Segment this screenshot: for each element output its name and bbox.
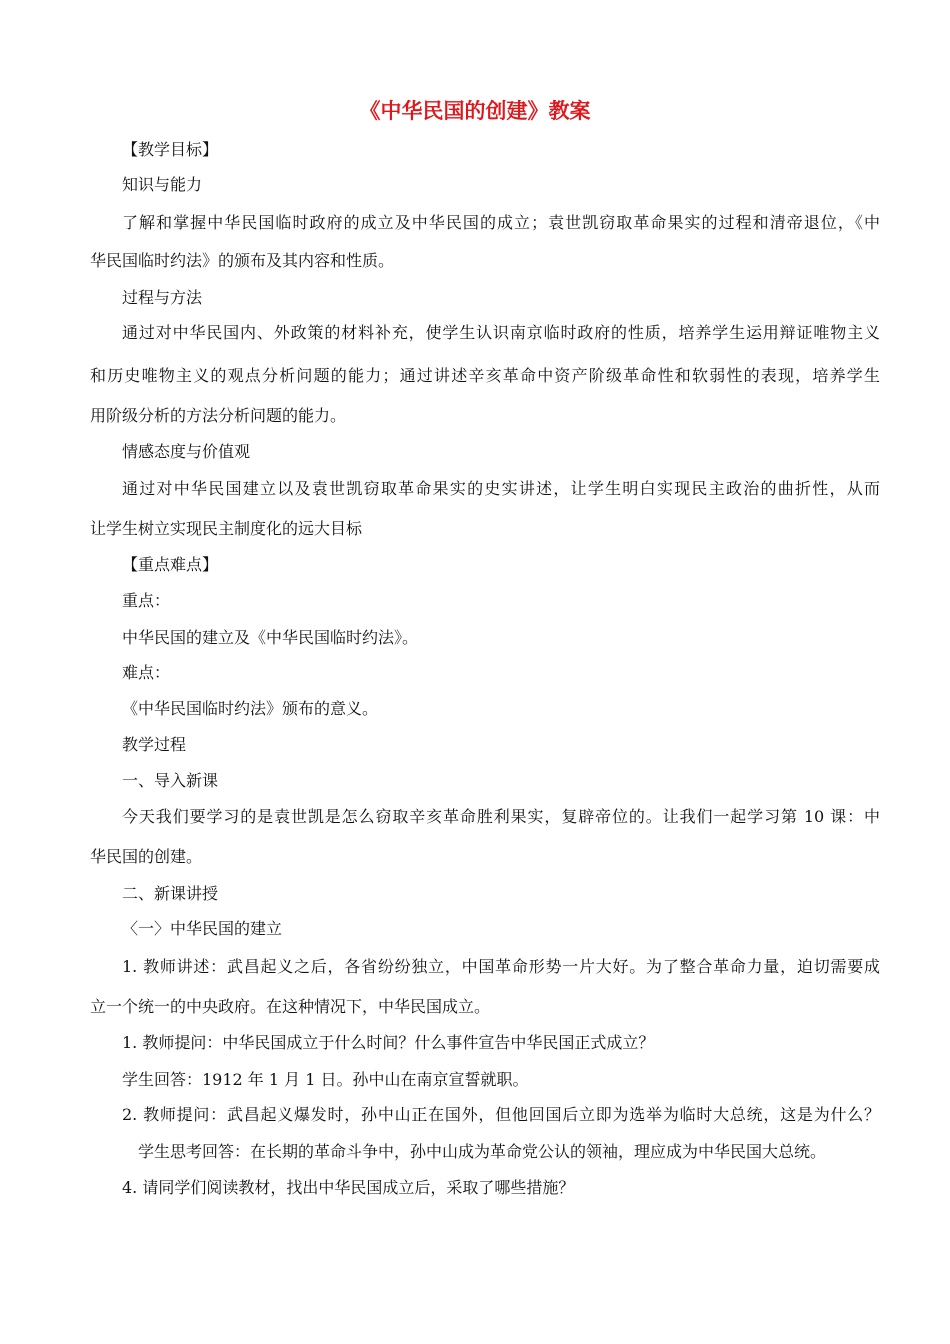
paragraph-line: 学生思考回答：在长期的革命斗争中，孙中山成为革命党公认的领袖，理应成为中华民国大总统。 (138, 1142, 827, 1161)
paragraph-line: 2. 教师提问：武昌起义爆发时，孙中山正在国外，但他回国后立即为选举为临时大总统，这是为什么？ (122, 1105, 880, 1124)
paragraph-line: 4. 请同学们阅读教材，找出中华民国成立后，采取了哪些措施？ (122, 1178, 575, 1197)
paragraph-line: 1. 教师提问：中华民国成立于什么时间？什么事件宣告中华民国正式成立？ (122, 1033, 655, 1052)
paragraph-line: 今天我们要学习的是袁世凯是怎么窃取辛亥革命胜利果实，复辟帝位的。让我们一起学习第 10 课：中 (122, 807, 880, 826)
subheading-new-lesson: 二、新课讲授 (122, 884, 219, 903)
paragraph-line: 让学生树立实现民主制度化的远大目标 (90, 519, 363, 538)
paragraph-line: 学生回答：1912 年 1 月 1 日。孙中山在南京宣誓就职。 (122, 1070, 529, 1089)
subheading-attitude: 情感态度与价值观 (122, 442, 251, 461)
subheading-intro: 一、导入新课 (122, 771, 219, 790)
paragraph-line: 1. 教师讲述：武昌起义之后，各省纷纷独立，中国革命形势一片大好。为了整合革命力量，迫切需要成 (122, 957, 880, 976)
paragraph-line: 中华民国的建立及《中华民国临时约法》。 (122, 628, 419, 647)
paragraph-line: 华民国临时约法》的颁布及其内容和性质。 (90, 251, 395, 270)
section-heading-key-points: 【重点难点】 (122, 555, 219, 574)
subheading-knowledge: 知识与能力 (122, 175, 203, 194)
paragraph-line: 通过对中华民国内、外政策的材料补充，使学生认识南京临时政府的性质，培养学生运用辩证唯物主义 (122, 323, 880, 342)
paragraph-line: 了解和掌握中华民国临时政府的成立及中华民国的成立；袁世凯窃取革命果实的过程和清帝退位，《中 (122, 213, 880, 232)
subheading-difficulty: 难点： (122, 663, 171, 682)
subheading-process: 过程与方法 (122, 288, 203, 307)
paragraph-line: 通过对中华民国建立以及袁世凯窃取革命果实的史实讲述，让学生明白实现民主政治的曲折性，从而 (122, 479, 880, 498)
paragraph-line: 立一个统一的中央政府。在这种情况下，中华民国成立。 (90, 997, 491, 1016)
section-heading-process: 教学过程 (122, 735, 187, 754)
paragraph-line: 华民国的创建。 (90, 847, 203, 866)
paragraph-line: 和历史唯物主义的观点分析问题的能力；通过讲述辛亥革命中资产阶级革命性和软弱性的表现，培养学生 (90, 366, 880, 385)
paragraph-line: 《中华民国临时约法》颁布的意义。 (122, 699, 379, 718)
section-heading-objectives: 【教学目标】 (122, 140, 219, 159)
subheading-key: 重点： (122, 591, 171, 610)
paragraph-line: 用阶级分析的方法分析问题的能力。 (90, 406, 347, 425)
document-title: 《中华民国的创建》教案 (359, 99, 591, 123)
subheading-founding: 〈一〉中华民国的建立 (122, 919, 283, 938)
